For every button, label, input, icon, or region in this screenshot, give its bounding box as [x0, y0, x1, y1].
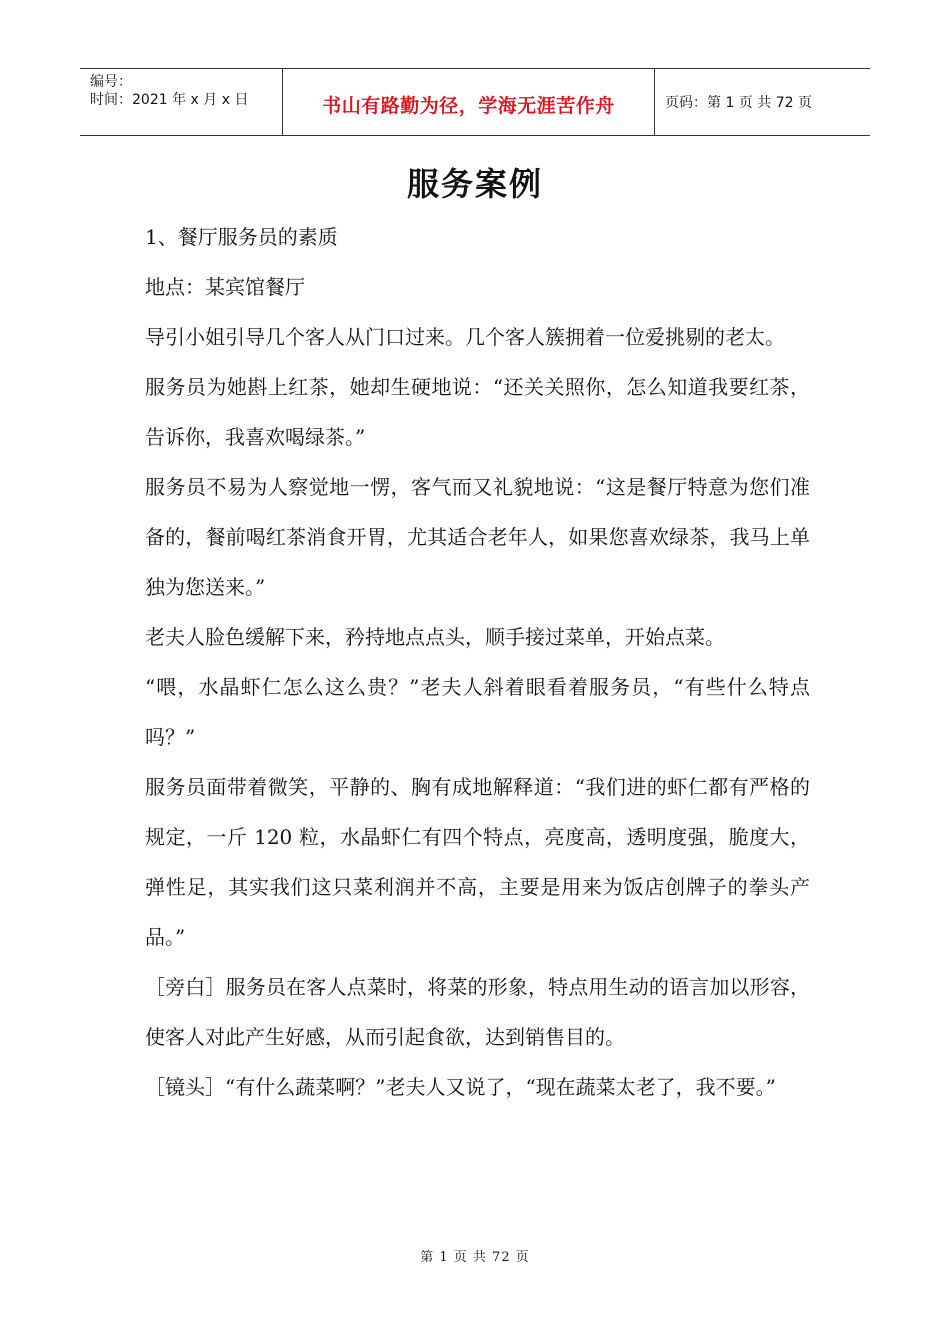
body-paragraph: 老夫人脸色缓解下来，矜持地点点头，顺手接过菜单，开始点菜。 [145, 625, 725, 649]
document-number-label: 编号： [90, 74, 132, 90]
document-header [80, 68, 870, 136]
header-meta [80, 69, 282, 135]
body-paragraph: 服务员面带着微笑，平静的、胸有成地解释道：“我们进的虾仁都有严格的规定，一斤 120 粒，水晶虾仁有四个特点，亮度高，透明度强，脆度大，弹性足，其实我们这只菜利润并不高，主要是用来为饭店创牌子的拳头产品。” [145, 775, 810, 949]
body-paragraph: 服务员为她斟上红茶，她却生硬地说：“还关关照你，怎么知道我要红茶，告诉你，我喜欢喝绿茶。” [145, 375, 810, 449]
header-motto: 书山有路勤为径，学海无涯苦作舟 [322, 94, 615, 117]
body-paragraph: “喂，水晶虾仁怎么这么贵？”老夫人斜着眼看着服务员，“有些什么特点吗？” [145, 675, 810, 749]
document-body [145, 212, 810, 1112]
section-heading: 1、餐厅服务员的素质 [145, 225, 338, 249]
narration-paragraph: ［旁白］服务员在客人点菜时，将菜的形象，特点用生动的语言加以形容，使客人对此产生好感，从而引起食欲，达到销售目的。 [145, 975, 810, 1049]
header-motto-cell [282, 69, 655, 135]
header-page-info: 页码：第 1 页 共 72 页 [665, 95, 812, 111]
body-paragraph: 服务员不易为人察觉地一愣，客气而又礼貌地说：“这是餐厅特意为您们准备的，餐前喝红茶消食开胃，尤其适合老年人，如果您喜欢绿茶，我马上单独为您送来。” [145, 475, 810, 599]
header-page-info-cell [655, 69, 870, 135]
location-line: 地点：某宾馆餐厅 [145, 275, 305, 299]
document-date: 时间：2021 年 x 月 x 日 [90, 92, 249, 108]
page-title: 服务案例 [406, 165, 543, 203]
body-paragraph: 导引小姐引导几个客人从门口过来。几个客人簇拥着一位爱挑剔的老太。 [145, 325, 785, 349]
scene-paragraph: ［镜头］“有什么蔬菜啊？”老夫人又说了，“现在蔬菜太老了，我不要。” [145, 1075, 776, 1099]
page-footer: 第 1 页 共 72 页 [420, 1250, 530, 1265]
